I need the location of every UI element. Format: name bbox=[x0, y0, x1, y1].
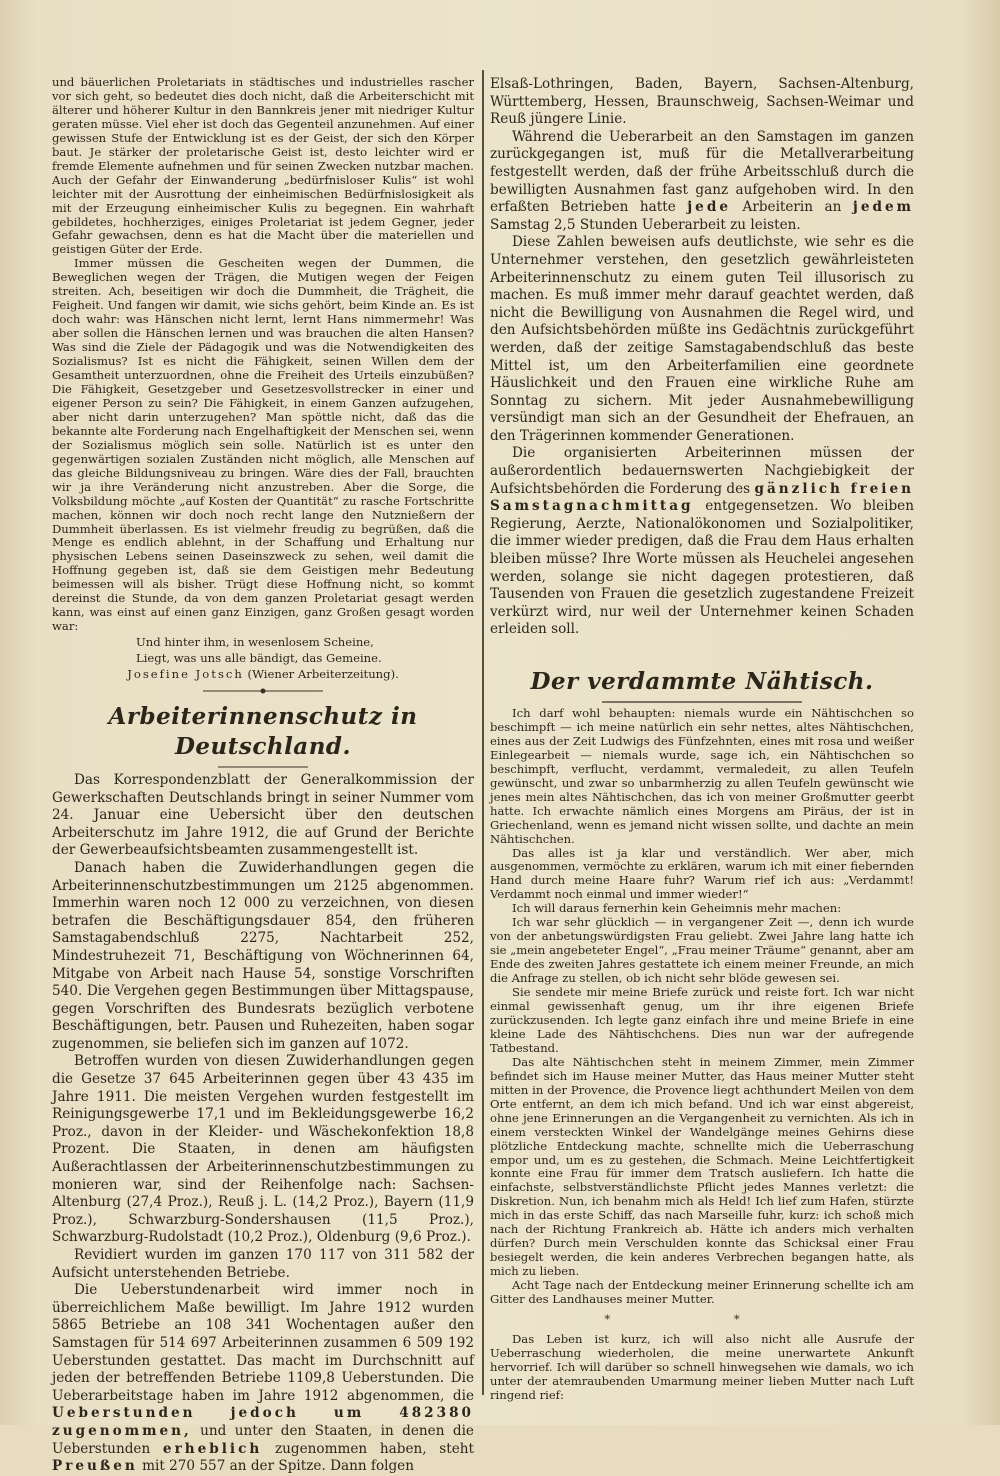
signature-name: Josefine Jotsch bbox=[127, 667, 244, 682]
article-continuation bbox=[490, 76, 914, 639]
continuation-paragraph-1: Elsaß-Lothringen, Baden, Bayern, Sachsen-Altenburg, Württemberg, Hessen, Braunschweig, Sachsen-Weimar und Reuß jüngere Linie. bbox=[490, 76, 914, 128]
story-paragraph-5: Sie sendete mir meine Briefe zurück und reiste fort. Ich war nicht einmal gewissenhaft genug, um ihr ihre eigenen Briefe zurückzusenden. Ich legte ganz einfach ihre und meine Briefe in eine kleine Lade des Nähtischchens. Dies nun war der aufregende Tatbestand. bbox=[490, 985, 914, 1055]
section-stars: * * bbox=[604, 1311, 800, 1326]
ornament-rule bbox=[203, 686, 323, 696]
story-heading-naehtisch: Der verdammte Nähtisch. bbox=[530, 668, 874, 695]
signature bbox=[52, 668, 474, 682]
article-paragraph-5-part-b: und unter den Staaten, in denen die Ueberstunden bbox=[52, 1422, 474, 1457]
story-paragraph-2: Das alles ist ja klar und verständlich. Wer aber, mich ausgenommen, vermöchte zu erklären, warum ich mit einer fiebernden Hand durch meine Haare fuhr? Warum rief ich aus: „Verdammt! Verdammt noch einmal und immer wieder!“ bbox=[490, 845, 914, 902]
article-body bbox=[52, 772, 474, 1476]
continuation-2-part-c: Samstag 2,5 Stunden Ueberarbeit zu leisten. bbox=[490, 216, 801, 233]
signature-source: (Wiener Arbeiterzeitung). bbox=[247, 667, 399, 682]
emphasis-text: Preußen bbox=[52, 1458, 138, 1475]
story-paragraph-6: Das alte Nähtischchen steht in meinem Zimmer, mein Zimmer befindet sich im Hause meiner Mutter, das Haus meiner Mutter steht mitten in der Provence, die Provence liegt achthundert Meilen von dem Orte entfernt, an dem ich mich befand. Und ich war einst abgereist, ohne jene Erinnerungen an die Vergangenheit zu vernichten. Als ich in einem versteckten Winkel der Wandelgänge meines Gehirns diese plötzliche Entdeckung machte, schnellte mich die Ueberraschung empor und, um es zu gestehen, die Schmach. Meine Leichtfertigkeit konnte eine Frau für immer dem Tratsch ausliefern. Ich hatte die einfachste, selbstverständlichste Pflicht jedes Mannes verletzt: die Diskretion. Nun, ich benahm mich als Held! Ich lief zum Hafen, stürzte mich in das erste Schiff, das nach Marseille fuhr, kurz: ich schoß mich nach der Richtung Frankreich ab. Hätte ich anders mich verhalten dürfen? Durch mein Verschulden konnte das Schicksal einer Frau besiegelt werden, die kein anderes Verbrechen begangen hatte, als mich zu lieben. bbox=[490, 1054, 914, 1279]
article-paragraph-5 bbox=[52, 1282, 474, 1476]
essay-paragraph-1: und bäuerlichen Proletariats in städtisches und industrielles rascher vor sich geht, so bedeutet dies doch nicht, daß die Arbeiterschicht mit älterer und höherer Kultur in den Bannkreis jener mit niedriger Kultur geraten müsse. Viel eher ist doch das Gegenteil anzunehmen. Auf einer gewissen Stufe der Entwicklung ist es der Geist, der sich den Körper baut. Je stärker der proletarische Geist ist, desto leichter wird er fremde Elemente aufnehmen und für seinen Zwecken nutzbar machen. Auch der Gefahr der Einwanderung „bedürfnisloser Kulis“ ist wohl leichter mit der Ausrottung der einheimischen Bedürfnislosigkeit als mit der Erzeugung einheimischer Kulis zu begegnen. Ein wahrhaft gebildetes, hochherziges, einiges Proletariat ist jedem Gegner, jeder Gefahr gewachsen, denn es hat die Macht über die materiellen und geistigen Güter der Erde. bbox=[52, 75, 474, 257]
article-paragraph-5-part-a: Die Ueberstundenarbeit wird immer noch in überreichlichem Maße bewilligt. Im Jahre 1912 wurden 5865 Betriebe an 108 341 Wochentagen außer den Samstagen für 514 697 Arbeiterinnen zusammen 6 509 192 Ueberstunden gestattet. Das macht im Durchschnitt auf jeden der betreffenden Betriebe 1109,8 Ueberstunden. Die Ueberarbeitstage haben im Jahre 1912 abgenommen, die bbox=[52, 1282, 474, 1404]
story-paragraph-3: Ich will daraus fernerhin kein Geheimnis mehr machen: bbox=[512, 901, 842, 916]
continuation-4-part-a: Die organisierten Arbeiterinnen müssen der außerordentlich bedauernswerten Nachgiebigkeit der Aufsichtsbehörden die Forderung des bbox=[490, 445, 914, 497]
emphasis-text: gänzlich freien Samstagnachmittag bbox=[490, 480, 915, 515]
emphasis-text: jede bbox=[687, 199, 731, 216]
article-paragraph-3: Betroffen wurden von diesen Zuwiderhandlungen gegen die Gesetze 37 645 Arbeiterinnen gegen über 43 435 im Jahre 1911. Die meisten Vergehen wurden festgestellt im Reinigungsgewerbe 17,1 und im Bekleidungsgewerbe 16,2 Proz., davon in der Kleider- und Wäschekonfektion 18,8 Prozent. Die Staaten, in denen am häufigsten Außerachtlassen der Arbeiterinnenschutzbestimmungen zu monieren war, sind der Reihenfolge nach: Sachsen-Altenburg (27,4 Proz.), Reuß j. L. (14,2 Proz.), Bayern (11,9 Proz.), Schwarzburg-Sondershausen (11,5 Proz.), Schwarzburg-Rudolstadt (10,2 Proz.), Oldenburg (9,6 Proz.). bbox=[52, 1053, 474, 1246]
article-paragraph-1: Das Korrespondenzblatt der Generalkommission der Gewerkschaften Deutschlands bringt in seiner Nummer vom 24. Januar eine Uebersicht über den deutschen Arbeiterschutz im Jahre 1912, die auf Grund der Berichte der Gewerbeaufsichtsbeamten zusammengestellt ist. bbox=[52, 771, 474, 859]
continuation-paragraph-2 bbox=[490, 129, 914, 235]
continuation-4-part-b: entgegensetzen. Wo bleiben Regierung, Aerzte, Nationalökonomen und Sozialpolitiker, die immer wieder predigen, daß die Frau dem Haus erhalten bleiben müsse? Ihre Worte müssen als Heuchelei angesehen werden, solange sie nicht dagegen protestieren, daß Tausenden von Frauen die gesetzlich zugestandene Freizeit verkürzt wird, nur weil der Unternehmer keinen Schaden erleiden soll. bbox=[490, 498, 914, 638]
article-paragraph-2: Danach haben die Zuwiderhandlungen gegen die Arbeiterinnenschutzbestimmungen um 2125 abgenommen. Immerhin waren noch 12 000 zu verzeichnen, von diesen betrafen die Beschäftigungsdauer 854, den früheren Samstagabendschluß 2275, Nachtarbeit 252, Mindestruhezeit 71, Beschäftigung von Wöchnerinnen 64, Mitgabe von Arbeit nach Hause 54, sonstige Vorschriften 540. Die Vergehen gegen Bestimmungen über Mittagspause, gegen Vorschriften des Bundesrats bezüglich verbotene Beschäftigungen, betr. Pausen und Ruhezeiten, haben sogar zugenommen, sie beliefen sich im ganzen auf 1072. bbox=[52, 859, 474, 1052]
story-paragraph-1: Ich darf wohl behaupten: niemals wurde ein Nähtischchen so beschimpft — ich meine natürlich ein sehr nettes, altes Nähtischchen, eines aus der Zeit Ludwigs des Fünfzehnten, eines mit rosa und weißer Einlegearbeit — niemals wurde, sage ich, ein Nähtischchen so beschimpft, verflucht, verdammt, vermaledeit, zu allen Teufeln gewünscht, und zwar so unbarmherzig zu allen Teufeln gewünscht wie jenes mein altes Nähtischchen, das ich von meiner Großmutter geerbt hatte. Ich erwachte nämlich eines Morgens am Piräus, der ist in Griechenland, wenn es jemand nicht wissen sollte, und dachte an mein Nähtischchen. bbox=[490, 706, 914, 846]
continuation-paragraph-3: Diese Zahlen beweisen aufs deutlichste, wie sehr es die Unternehmer verstehen, den gesetzlich gewährleisteten Arbeiterinnenschutz zu einem guten Teil illusorisch zu machen. Es muß immer mehr darauf geachtet werden, daß nicht die Bewilligung von Ausnahmen die Regel wird, und den Aufsichtsbehörden müßte ins Gedächtnis zurückgeführt werden, daß der zeitige Samstagabendschluß das beste Mittel ist, um den Arbeiterfamilien eine geordnete Häuslichkeit und den Frauen eine wirkliche Ruhe am Sonntag zu sichern. Mit jeder Ausnahmebewilligung versündigt man sich an der Gesundheit der Ehefrauen, an den Trägerinnen kommender Generationen. bbox=[490, 234, 914, 444]
article-paragraph-4: Revidiert wurden im ganzen 170 117 von 311 582 der Aufsicht unterstehenden Betriebe. bbox=[52, 1247, 474, 1281]
article-paragraph-5-part-d: mit 270 557 an der Spitze. Dann folgen bbox=[142, 1458, 414, 1475]
emphasis-text: Ueberstunden jedoch um 482380 zugenommen, bbox=[52, 1405, 474, 1439]
continuation-2-part-b: Arbeiterin an bbox=[742, 199, 842, 216]
ornament-rule bbox=[218, 762, 308, 772]
left-column bbox=[52, 75, 474, 1475]
verse-line-2: Liegt, was uns alle bändigt, das Gemeine. bbox=[136, 651, 382, 666]
verse-line-1: Und hinter ihm, in wesenlosem Scheine, bbox=[136, 635, 374, 650]
story-paragraph-8: Das Leben ist kurz, ich will also nicht alle Ausrufe der Ueberraschung wiederholen, die meine unerwartete Ankunft hervorrief. Ich will darüber so schnell hinwegsehen wie damals, wo ich unter der atemraubenden Umarmung meiner lieben Mutter nach Luft ringend rief: bbox=[490, 1331, 914, 1402]
article-paragraph-5-part-c: zugenommen haben, steht bbox=[274, 1440, 474, 1457]
emphasis-text: jedem bbox=[852, 199, 915, 216]
article-heading-arbeiterinnenschutz: Arbeiterinnenschutz in Deutschland. bbox=[108, 702, 418, 760]
continuation-2-part-a: Während die Ueberarbeit an den Samstagen im ganzen zurückgegangen ist, muß für die Metallverarbeitung festgestellt werden, daß der frühe Arbeitsschluß durch die bewilligten Ausnahmen fast ganz aufgehoben wird. In den erfaßten Betrieben hatte bbox=[490, 128, 914, 216]
right-column bbox=[490, 76, 914, 1407]
essay-paragraph-2: Immer müssen die Gescheiten wegen der Dummen, die Beweglichen wegen der Trägen, die Mutigen wegen der Feigen streiten. Ach, beseitigen wir doch die Dummheit, die Trägheit, die Feigheit. Und fangen wir damit, wie sichs gehört, beim Kinde an. Es ist doch wahr: was Hänschen nicht lernt, lernt Hans nimmermehr! Was aber sollen die Hänschen lernen und was brauchen die alten Hansen? Was sind die Ziele der Pädagogik und was die Notwendigkeiten des Sozialismus? Ist es nicht die Fähigkeit, seinen Willen dem der Gesamtheit unterzuordnen, ohne die Freiheit des Urteils einzubüßen? Die Fähigkeit, Gesetzgeber und Gesetzesvollstrecker in einer und eigener Person zu sein? Die Fähigkeit, in einem Ganzen aufzugehen, aber nicht darin unterzugehen? Man spöttle nicht, daß das die bekannte alte Forderung nach Engelhaftigkeit der Menschen sei, wenn der Sozialismus möglich sein solle. Natürlich ist es unter den gegenwärtigen sozialen Zuständen nicht möglich, alle Menschen auf das gleiche Bildungsniveau zu bringen. Wäre dies der Fall, brauchten wir ja ihre Veränderung nicht anzustreben. Aber die Sorge, die Volksbildung möchte „auf Kosten der Quantität“ zu rasche Fortschritte machen, können wir doch noch recht lange den Nutznießern der Dummheit überlassen. Es ist vielmehr freudig zu begrüßen, daß die Menge es endlich ablehnt, in der Schaffung und Erhaltung nur physischen Lebens seinen Daseinszweck zu sehen, weil damit die Hoffnung gegeben ist, daß sie dem Geistigen mehr Bedeutung beimessen will als bisher. Trügt diese Hoffnung nicht, so kommt dereinst die Stunde, da von dem ganzen Proletariat gesagt werden kann, was einst auf einen ganz Einzigen, ganz Großen gesagt worden war: bbox=[52, 256, 474, 634]
continuation-paragraph-4 bbox=[490, 445, 914, 639]
emphasis-text: erheblich bbox=[162, 1440, 263, 1457]
column-divider bbox=[482, 70, 484, 1395]
story-paragraph-7: Acht Tage nach der Entdeckung meiner Erinnerung schellte ich am Gitter des Landhauses meiner Mutter. bbox=[490, 1278, 914, 1307]
story-paragraph-4: Ich war sehr glücklich — in vergangener Zeit —, denn ich wurde von der anbetungswürdigsten Frau geliebt. Zwei Jahre lang hatte ich sie „mein angebeteter Engel“, „Frau meiner Träume“ genannt, aber am Ende des zweiten Jahres gestattete ich einem meiner Freunde, an mich die Anfrage zu stellen, ob ich nicht sehr blöde gewesen sei. bbox=[490, 915, 914, 986]
